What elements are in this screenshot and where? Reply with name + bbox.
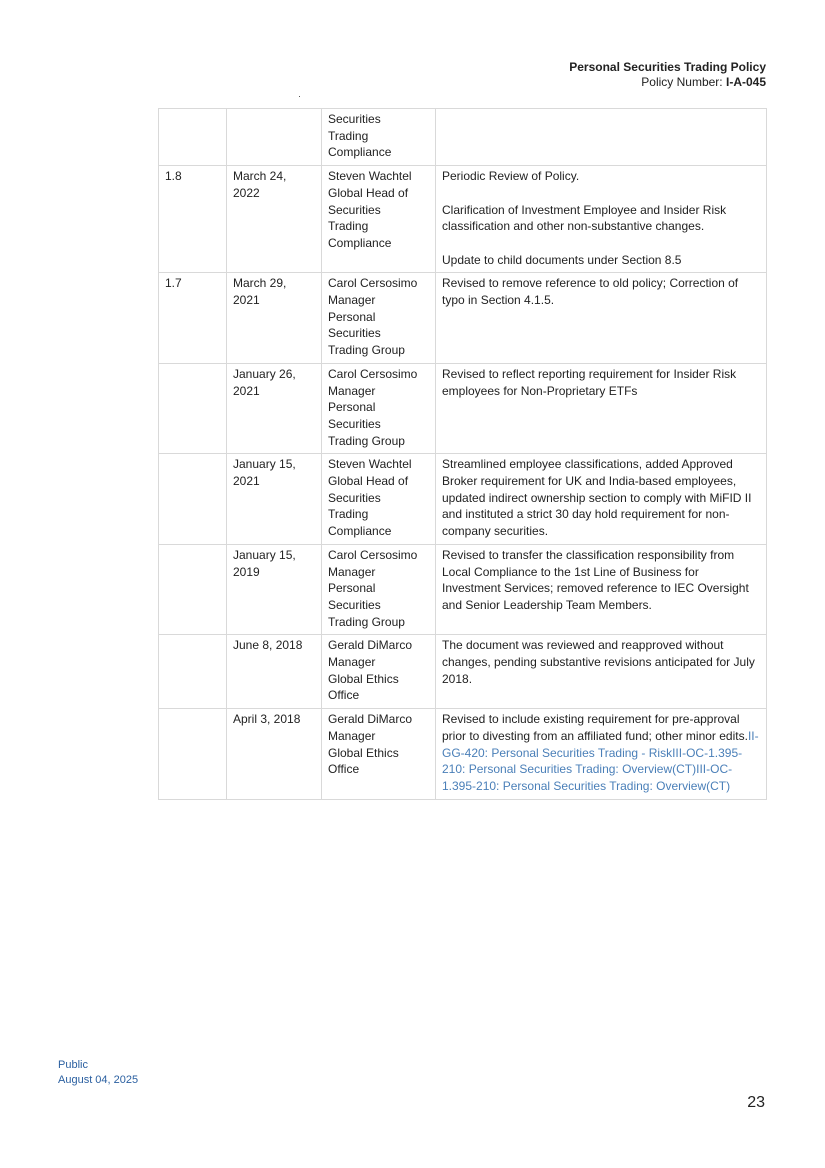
author-line: Securities (328, 416, 381, 431)
description-cell (436, 709, 767, 800)
description-text: Clarification of Investment Employee and Insider Risk classification and other non-substantive changes. (442, 202, 727, 234)
description-cell (436, 363, 767, 454)
description-paragraph (442, 168, 760, 185)
author-line: Global Head of (328, 185, 409, 200)
table-row (159, 635, 767, 709)
date-cell: April 3, 2018 (227, 709, 322, 800)
description-paragraph (442, 366, 760, 399)
author-line: Carol Cersosimo (328, 366, 418, 381)
version-cell (159, 363, 227, 454)
description-paragraph (442, 202, 760, 235)
author-line: Trading (328, 219, 369, 234)
policy-number-label: Policy Number: (641, 75, 726, 89)
date-cell: March 24, 2022 (227, 166, 322, 273)
related-document-link[interactable]: III-OC-1.395-210: Personal Securities Trading: Overview(CT) (442, 762, 733, 793)
description-paragraph (442, 711, 760, 795)
description-text: Revised to transfer the classification responsibility from Local Compliance to the 1st Line of Business for Investment Services; removed reference to IEC Oversight and Senior Leadership Team Members. (442, 547, 749, 612)
table-row (159, 454, 767, 545)
author-cell (322, 166, 436, 273)
author-cell (322, 709, 436, 800)
author-line: Global Head of (328, 474, 409, 489)
description-cell (436, 454, 767, 545)
footer-date: August 04, 2025 (58, 1074, 139, 1086)
version-cell: 1.7 (159, 273, 227, 364)
date-cell: January 15, 2021 (227, 454, 322, 545)
description-text: Revised to reflect reporting requirement for Insider Risk employees for Non-Proprietary ETFs (442, 366, 737, 398)
description-paragraph (442, 275, 760, 308)
table-row (159, 109, 767, 166)
author-line: Securities (328, 112, 381, 126)
policy-number-line (569, 75, 766, 90)
description-paragraph (442, 637, 760, 687)
author-line: Manager (328, 383, 376, 398)
related-document-link[interactable]: III-OC-1.395-210: Personal Securities Trading: Overview(CT) (442, 745, 743, 777)
author-line: Global Ethics (328, 745, 399, 760)
author-line: Securities (328, 490, 381, 505)
policy-title: Personal Securities Trading Policy (569, 60, 766, 74)
description-cell (436, 109, 767, 166)
table-row (159, 363, 767, 454)
author-line: Carol Cersosimo (328, 276, 418, 291)
description-paragraph (442, 252, 760, 269)
version-cell (159, 109, 227, 166)
author-line: Trading Group (328, 343, 405, 358)
author-line: Personal (328, 581, 376, 596)
date-cell: June 8, 2018 (227, 635, 322, 709)
description-paragraph (442, 547, 760, 614)
author-line: Steven Wachtel (328, 169, 412, 184)
author-line: Personal (328, 309, 376, 324)
table-row (159, 709, 767, 800)
author-cell (322, 635, 436, 709)
table-row (159, 166, 767, 273)
description-text: Revised to remove reference to old policy; Correction of typo in Section 4.1.5. (442, 276, 739, 307)
date-cell: January 15, 2019 (227, 544, 322, 635)
page-header (569, 60, 766, 90)
description-cell (436, 166, 767, 273)
description-text: Streamlined employee classifications, added Approved Broker requirement for UK and India-based employees, updated indirect ownership section to comply with MiFID II and instituted a strict 30 day hold requirement for non-company securities. (442, 457, 752, 539)
description-paragraph (442, 456, 760, 540)
table-row (159, 273, 767, 364)
description-text: Periodic Review of Policy. (442, 169, 580, 184)
author-line: Manager (328, 655, 376, 670)
author-line: Compliance (328, 524, 392, 539)
version-cell (159, 544, 227, 635)
author-line: Steven Wachtel (328, 457, 412, 472)
description-text: The document was reviewed and reapproved without changes, pending substantive revisions anticipated for July 2018. (442, 638, 755, 686)
description-text: Update to child documents under Section 8.5 (442, 252, 682, 267)
author-line: Office (328, 762, 360, 777)
table-row (159, 544, 767, 635)
page-footer (58, 1058, 138, 1088)
author-cell (322, 273, 436, 364)
author-line: Gerald DiMarco (328, 712, 413, 727)
policy-number: I-A-045 (725, 75, 766, 89)
author-line: Trading (328, 507, 369, 522)
author-line: Manager (328, 564, 376, 579)
author-line: Securities (328, 326, 381, 341)
author-line: Manager (328, 293, 376, 307)
author-cell (322, 109, 436, 166)
author-line: Carol Cersosimo (328, 547, 418, 562)
author-line: Securities (328, 597, 381, 612)
description-cell (436, 635, 767, 709)
author-cell (322, 544, 436, 635)
description-cell (436, 544, 767, 635)
version-cell (159, 454, 227, 545)
version-cell (159, 709, 227, 800)
related-document-link[interactable]: II-GG-420: Personal Securities Trading - Risk (442, 728, 759, 760)
stray-mark (299, 96, 300, 97)
page-number: 23 (747, 1094, 765, 1111)
author-line: Securities (328, 202, 381, 217)
revision-history-table (158, 108, 767, 800)
revision-table-body (159, 109, 767, 800)
description-cell (436, 273, 767, 364)
author-line: Manager (328, 728, 376, 743)
author-line: Global Ethics (328, 671, 399, 686)
date-cell: January 26, 2021 (227, 363, 322, 454)
date-cell: March 29, 2021 (227, 273, 322, 364)
version-cell: 1.8 (159, 166, 227, 273)
author-cell (322, 454, 436, 545)
author-line: Office (328, 688, 360, 703)
author-line: Compliance (328, 235, 392, 250)
author-line: Trading Group (328, 433, 405, 448)
author-line: Personal (328, 400, 376, 415)
author-line: Gerald DiMarco (328, 638, 413, 653)
description-text: Revised to include existing requirement for pre-approval prior to divesting from an affiliated fund; other minor edits. (442, 712, 748, 743)
classification-label: Public (58, 1059, 88, 1071)
author-line: Trading (328, 128, 369, 143)
author-line: Compliance (328, 145, 392, 160)
author-cell (322, 363, 436, 454)
version-cell (159, 635, 227, 709)
author-line: Trading Group (328, 614, 405, 629)
date-cell (227, 109, 322, 166)
